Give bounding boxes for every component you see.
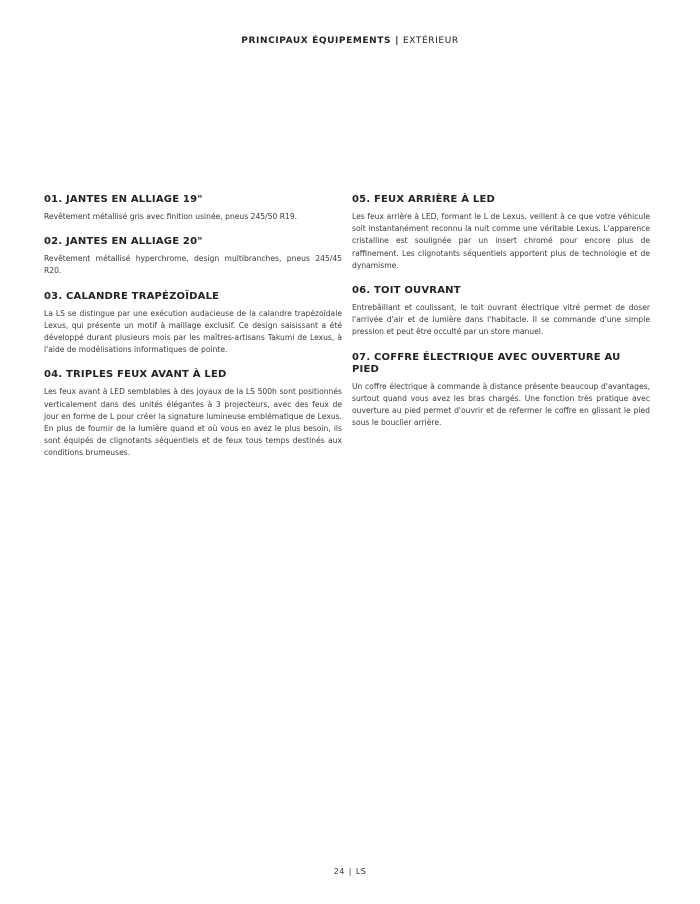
header-subtitle: EXTÉRIEUR bbox=[403, 36, 459, 46]
section-body: Un coffre électrique à commande à distance présente beaucoup d'avantages, surtout quand vous avez les bras chargés. Une fonction très pratique avec ouverture au pied permet d'ouvrir et de refermer le coffre en glissant le pied sous le bouclier arrière. bbox=[352, 381, 650, 428]
section-jantes-19 bbox=[44, 194, 342, 223]
left-column bbox=[44, 194, 342, 473]
section-title: 02. JANTES EN ALLIAGE 20" bbox=[44, 236, 203, 248]
section-body: Les feux arrière à LED, formant le L de Lexus, veillent à ce que votre véhicule soit instantanément reconnu la nuit comme une véritable Lexus. L'apparence cristalline est soulignée par un insert chromé pour encore plus de raffinement. Les clignotants séquentiels apportent plus de technologie et de dynamisme. bbox=[352, 212, 650, 270]
footer-model: LS bbox=[355, 867, 367, 876]
right-column bbox=[352, 194, 650, 442]
header-separator: | bbox=[395, 36, 400, 46]
header-title: PRINCIPAUX ÉQUIPEMENTS bbox=[241, 36, 392, 46]
section-title: 03. CALANDRE TRAPÉZOÏDALE bbox=[44, 290, 220, 302]
section-feux-avant bbox=[44, 369, 342, 459]
section-body: La LS se distingue par une exécution audacieuse de la calandre trapézoïdale Lexus, qui présente un motif à maillage exclusif. Ce design saisissant a été développé durant plusieurs mois par les maîtres-artisans Takumi de Lexus, à l'aide de modélisations informatiques de pointe. bbox=[44, 308, 342, 355]
section-title: 04. TRIPLES FEUX AVANT À LED bbox=[44, 369, 227, 381]
section-feux-arriere bbox=[352, 194, 650, 272]
section-title: 06. TOIT OUVRANT bbox=[352, 285, 461, 297]
section-body: Revêtement métallisé gris avec finition usinée, pneus 245/50 R19. bbox=[44, 212, 298, 221]
section-body: Revêtement métallisé hyperchrome, design multibranches, pneus 245/45 R20. bbox=[44, 254, 342, 276]
section-body: Entrebâillant et coulissant, le toit ouvrant électrique vitré permet de doser l'arrivée d'air et de lumière dans l'habitacle. Il se commande d'une simple pression et peut être occulté par un store manuel. bbox=[352, 303, 650, 337]
page-header bbox=[0, 36, 700, 46]
section-coffre bbox=[352, 352, 650, 430]
page-footer bbox=[0, 867, 700, 876]
section-title: 01. JANTES EN ALLIAGE 19" bbox=[44, 194, 203, 205]
section-jantes-20 bbox=[44, 236, 342, 277]
page-number: 24 bbox=[333, 867, 345, 876]
section-title: 07. COFFRE ÉLECTRIQUE AVEC OUVERTURE AU PIED bbox=[352, 351, 621, 375]
footer-separator: | bbox=[348, 867, 352, 876]
section-calandre bbox=[44, 291, 342, 357]
section-toit-ouvrant bbox=[352, 285, 650, 339]
section-body: Les feux avant à LED semblables à des joyaux de la LS 500h sont positionnés verticalement dans des unités élégantes à 3 projecteurs, avec des feux de jour en forme de L pour créer la signature lumineuse emblématique de Lexus. En plus de fournir de la lumière quand et où vous en avez le plus besoin, ils sont équipés de clignotants séquentiels et de feux tous temps destinés aux conditions brumeuses. bbox=[44, 387, 342, 458]
section-title: 05. FEUX ARRIÈRE À LED bbox=[352, 194, 495, 205]
